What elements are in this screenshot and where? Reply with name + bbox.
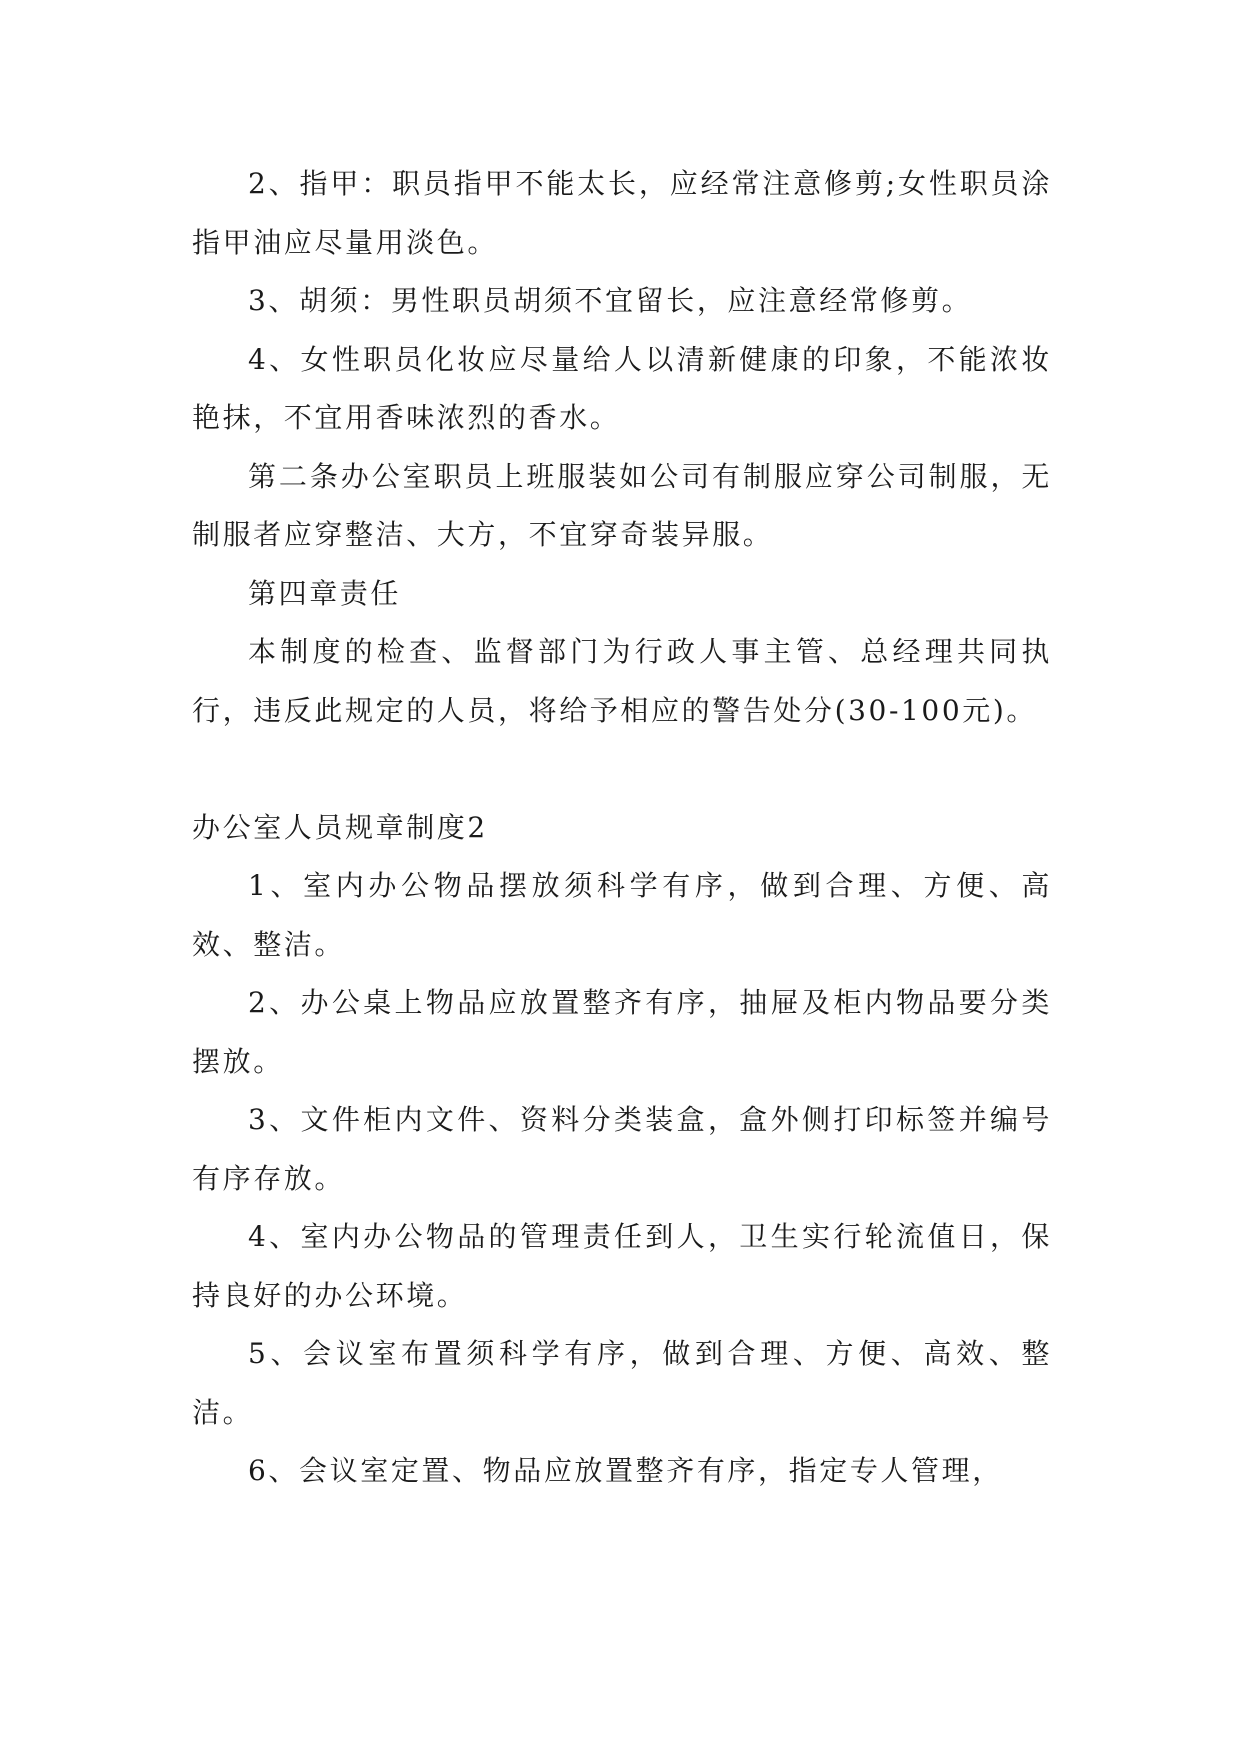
section-title: 办公室人员规章制度2 — [192, 810, 488, 844]
paragraph-supervision: 本制度的检查、监督部门为行政人事主管、总经理共同执行，违反此规定的人员，将给予相应的警告处分(30-100元)。 — [192, 635, 1052, 727]
chapter-heading-responsibility: 第四章责任 — [248, 576, 402, 610]
document-body — [192, 155, 1052, 1501]
rule-item-3: 3、文件柜内文件、资料分类装盒，盒外侧打印标签并编号有序存放。 — [192, 1103, 1052, 1195]
rule-item-2: 2、办公桌上物品应放置整齐有序，抽屉及柜内物品要分类摆放。 — [192, 986, 1052, 1078]
rule-item-5: 5、会议室布置须科学有序，做到合理、方便、高效、整洁。 — [192, 1337, 1052, 1429]
paragraph-makeup: 4、女性职员化妆应尽量给人以清新健康的印象，不能浓妆艳抹，不宜用香味浓烈的香水。 — [192, 342, 1052, 434]
rule-item-1: 1、室内办公物品摆放须科学有序，做到合理、方便、高效、整洁。 — [192, 869, 1052, 961]
paragraph-nails: 2、指甲：职员指甲不能太长，应经常注意修剪;女性职员涂指甲油应尽量用淡色。 — [192, 167, 1052, 259]
paragraph-uniform: 第二条办公室职员上班服装如公司有制服应穿公司制服，无制服者应穿整洁、大方，不宜穿奇装异服。 — [192, 459, 1052, 551]
rule-item-6: 6、会议室定置、物品应放置整齐有序，指定专人管理， — [248, 1454, 1003, 1487]
section-gap — [192, 740, 1052, 799]
rule-item-4: 4、室内办公物品的管理责任到人，卫生实行轮流值日，保持良好的办公环境。 — [192, 1220, 1052, 1312]
paragraph-beard: 3、胡须：男性职员胡须不宜留长，应注意经常修剪。 — [248, 284, 973, 317]
